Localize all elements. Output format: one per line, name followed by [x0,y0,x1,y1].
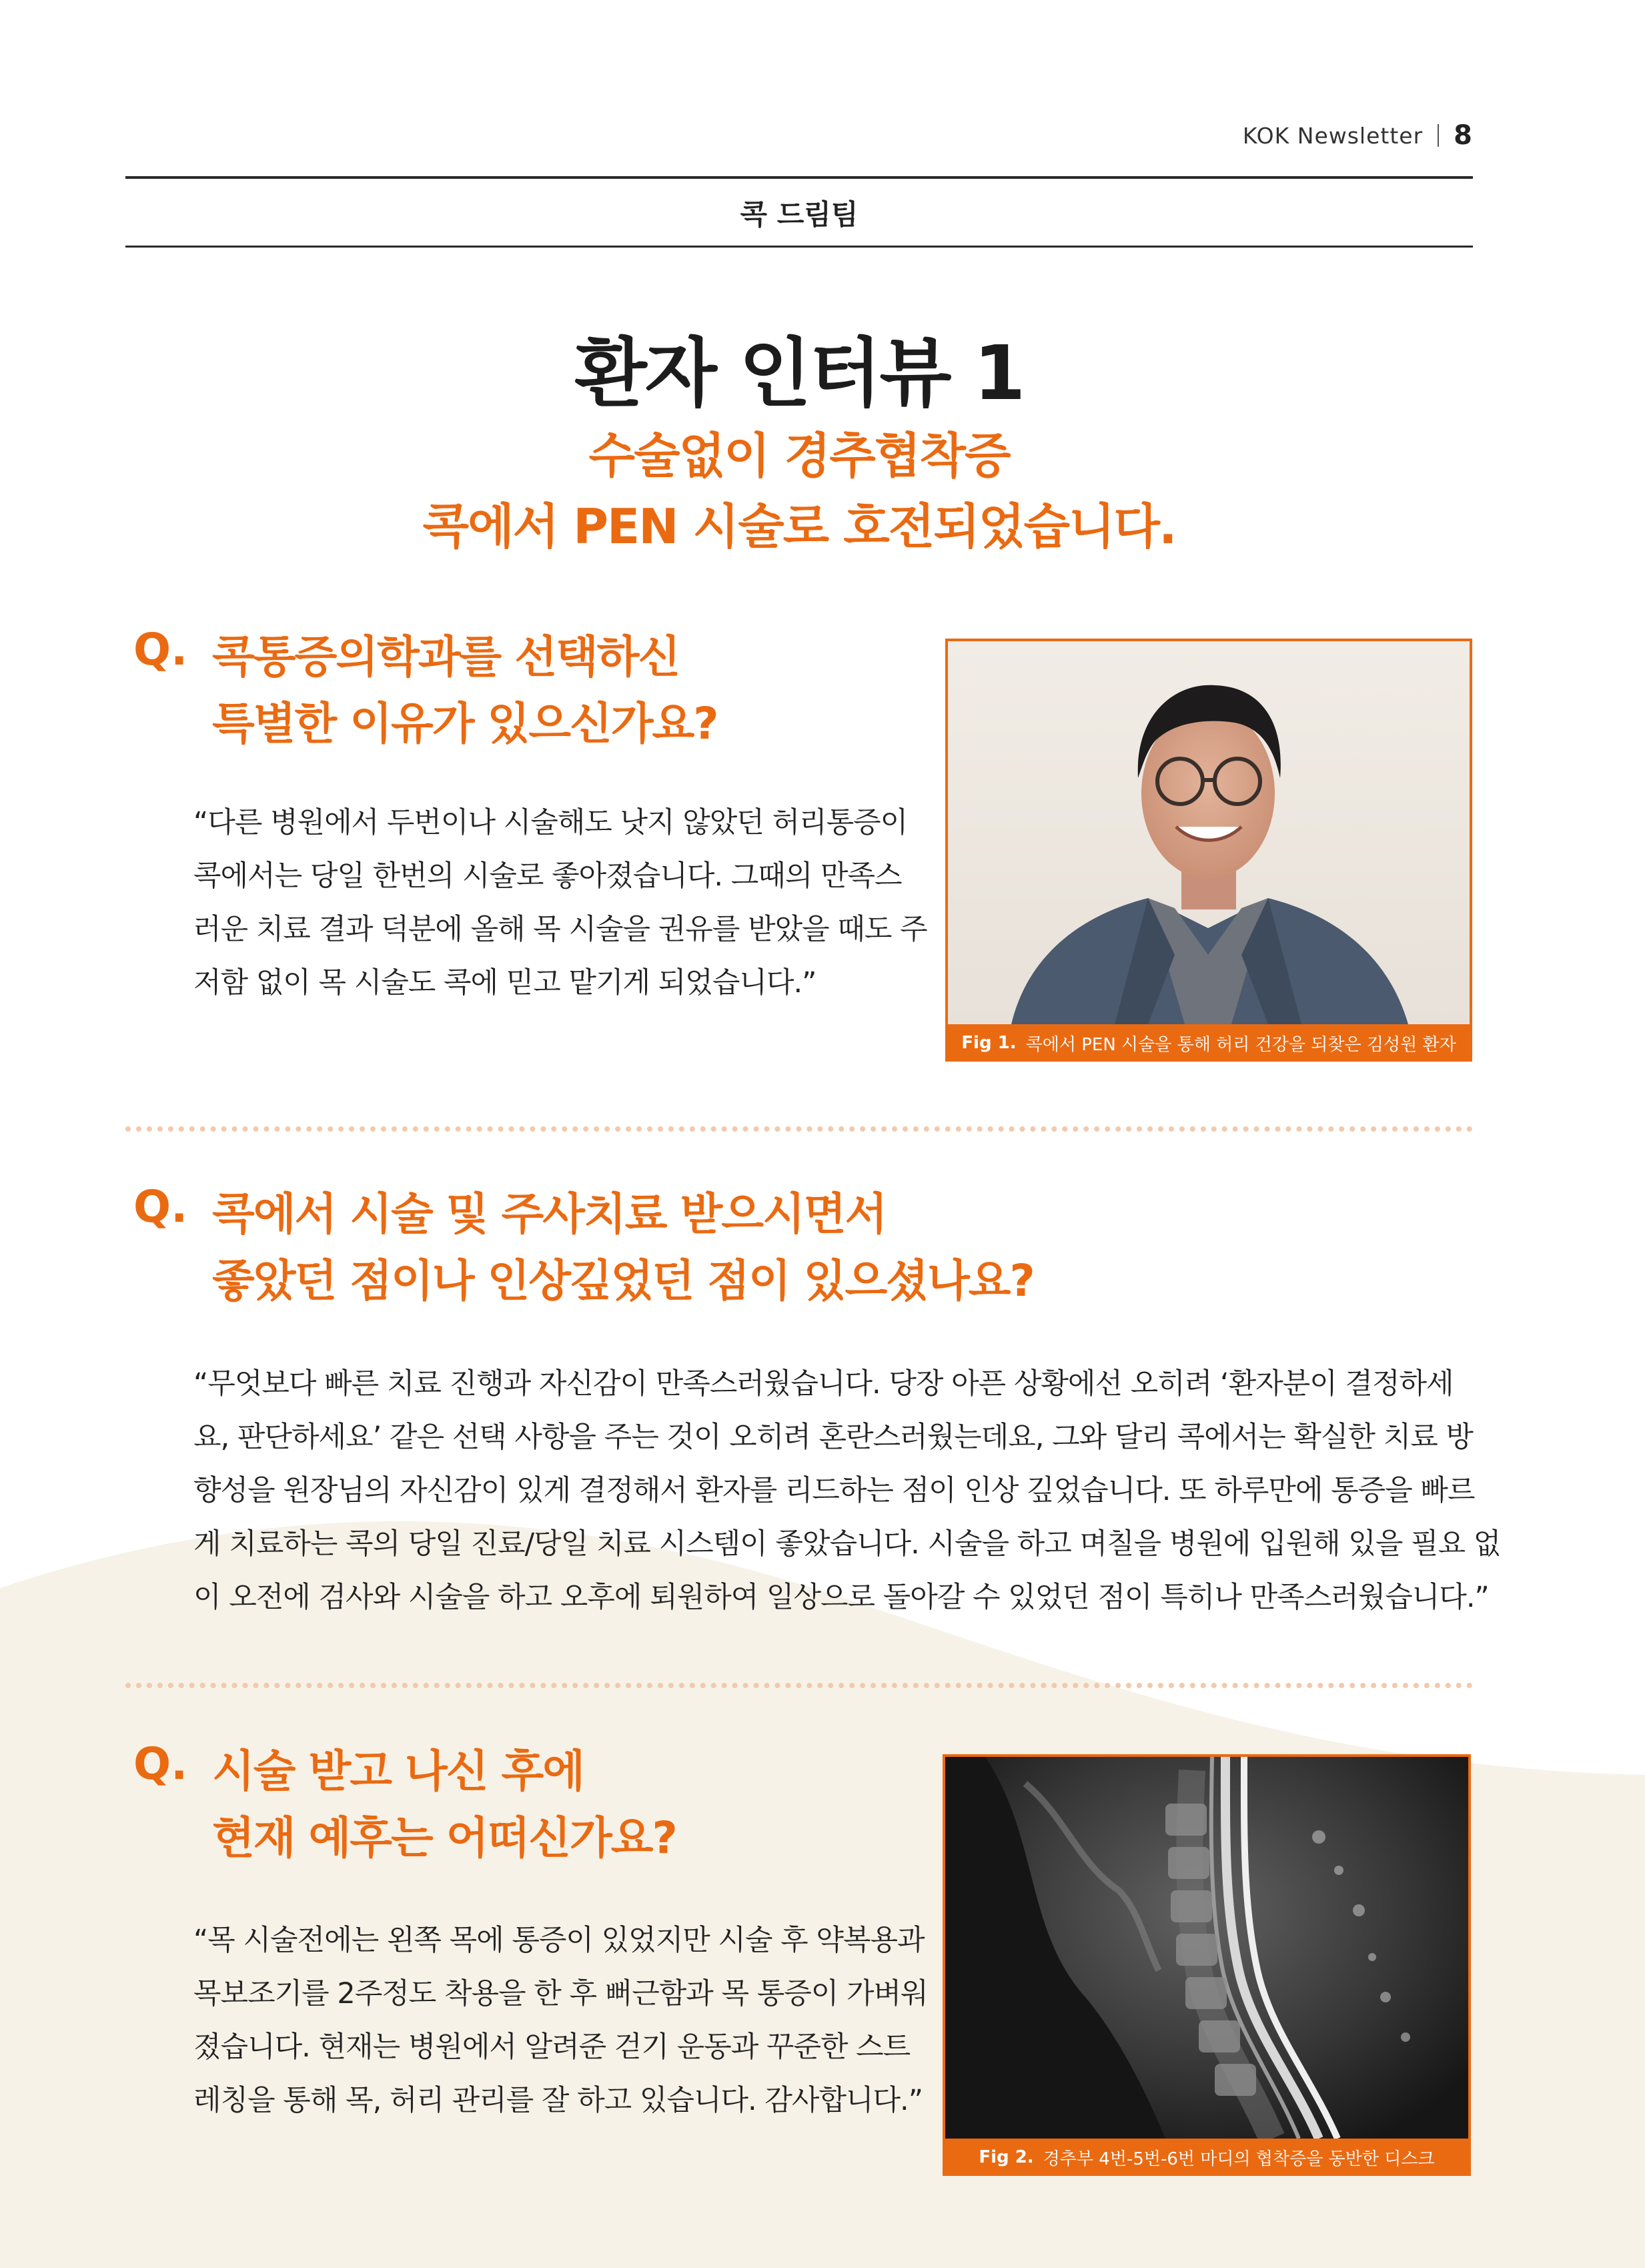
section-rule [125,246,1473,248]
figure-2-caption [943,2139,1471,2176]
divider-1 [125,1126,1473,1132]
section-label: 콕 드림팀 [740,198,859,231]
publication-name: KOK Newsletter [1242,122,1424,149]
answer-1-line: “다른 병원에서 두번이나 시술해도 낫지 않았던 허리통증이 [193,806,908,839]
figure-2 [943,1754,1471,2176]
question-2 [212,1181,1034,1314]
question-1-line-2: 특별한 이유가 있으신가요? [212,698,718,749]
answer-1-line: 러운 치료 결과 덕분에 올해 목 시술을 권유를 받았을 때도 주 [193,913,927,946]
answer-3-line: “목 시술전에는 왼쪽 목에 통증이 있었지만 시술 후 약복용과 [193,1924,925,1957]
answer-3-line: 레칭을 통해 목, 허리 관리를 잘 하고 있습니다. 감사합니다.” [193,2084,923,2117]
answer-3 [193,1914,928,2127]
figure-1-caption-text: 콕에서 PEN 시술을 통해 허리 건강을 되찾은 김성원 환자 [1025,1034,1456,1055]
question-3-line-1: 시술 받고 나신 후에 [212,1746,584,1797]
page-number: 8 [1454,120,1473,151]
question-1 [212,624,718,757]
page-subtitle [125,420,1473,562]
question-3-line-2: 현재 예후는 어떠신가요? [212,1812,676,1864]
figure-2-label: Fig 2. [979,2147,1034,2167]
answer-1-line: 콕에서는 당일 한번의 시술로 좋아졌습니다. 그때의 만족스 [193,859,902,893]
page-title: 환자 인터뷰 1 [574,330,1024,417]
question-2-line-1: 콕에서 시술 및 주사치료 받으시면서 [212,1188,887,1240]
patient-photo [948,641,1470,1024]
answer-1 [193,796,927,1010]
answer-2-line: “무엇보다 빠른 치료 진행과 자신감이 만족스러웠습니다. 당장 아픈 상황에선 오히려 ‘환자분이 결정하세 [193,1367,1454,1401]
divider-2 [125,1683,1473,1688]
answer-3-line: 목보조기를 2주정도 착용을 한 후 뻐근함과 목 통증이 가벼워 [193,1977,928,2010]
answer-1-line: 저함 없이 목 시술도 콕에 믿고 맡기게 되었습니다.” [193,966,816,1000]
question-2-mark: Q. [133,1181,188,1232]
mri-image [945,1757,1468,2139]
header-separator [1438,124,1439,147]
figure-1-caption [945,1024,1472,1062]
question-2-line-2: 좋았던 점이나 인상깊었던 점이 있으셨나요? [212,1255,1034,1306]
answer-2-line: 이 오전에 검사와 시술을 하고 오후에 퇴원하여 일상으로 돌아갈 수 있었던 점이 특히나 만족스러웠습니다.” [193,1581,1489,1614]
figure-1-label: Fig 1. [961,1033,1017,1053]
question-1-line-1: 콕통증의학과를 선택하신 [212,631,680,683]
subtitle-line-2: 콕에서 PEN 시술로 호전되었습니다. [422,498,1176,554]
answer-3-line: 졌습니다. 현재는 병원에서 알려준 걷기 운동과 꾸준한 스트 [193,2030,911,2064]
answer-2-line: 향성을 원장님의 자신감이 있게 결정해서 환자를 리드하는 점이 인상 깊었습니다. 또 하루만에 통증을 빠르 [193,1474,1475,1507]
question-1-mark: Q. [133,624,188,675]
figure-1 [945,639,1472,1062]
answer-2 [193,1357,1501,1624]
running-head [1243,120,1473,151]
answer-2-line: 요, 판단하세요’ 같은 선택 사항을 주는 것이 오히려 혼란스러웠는데요, 그와 달리 콕에서는 확실한 치료 방 [193,1421,1473,1454]
subtitle-line-1: 수술없이 경추협착증 [588,428,1010,484]
question-3-mark: Q. [133,1738,188,1790]
top-rule [125,176,1473,179]
figure-2-caption-text: 경추부 4번-5번-6번 마디의 협착증을 동반한 디스크 [1043,2149,1435,2169]
question-3 [212,1738,676,1872]
answer-2-line: 게 치료하는 콕의 당일 진료/당일 치료 시스템이 좋았습니다. 시술을 하고 며칠을 병원에 입원해 있을 필요 없 [193,1527,1501,1561]
